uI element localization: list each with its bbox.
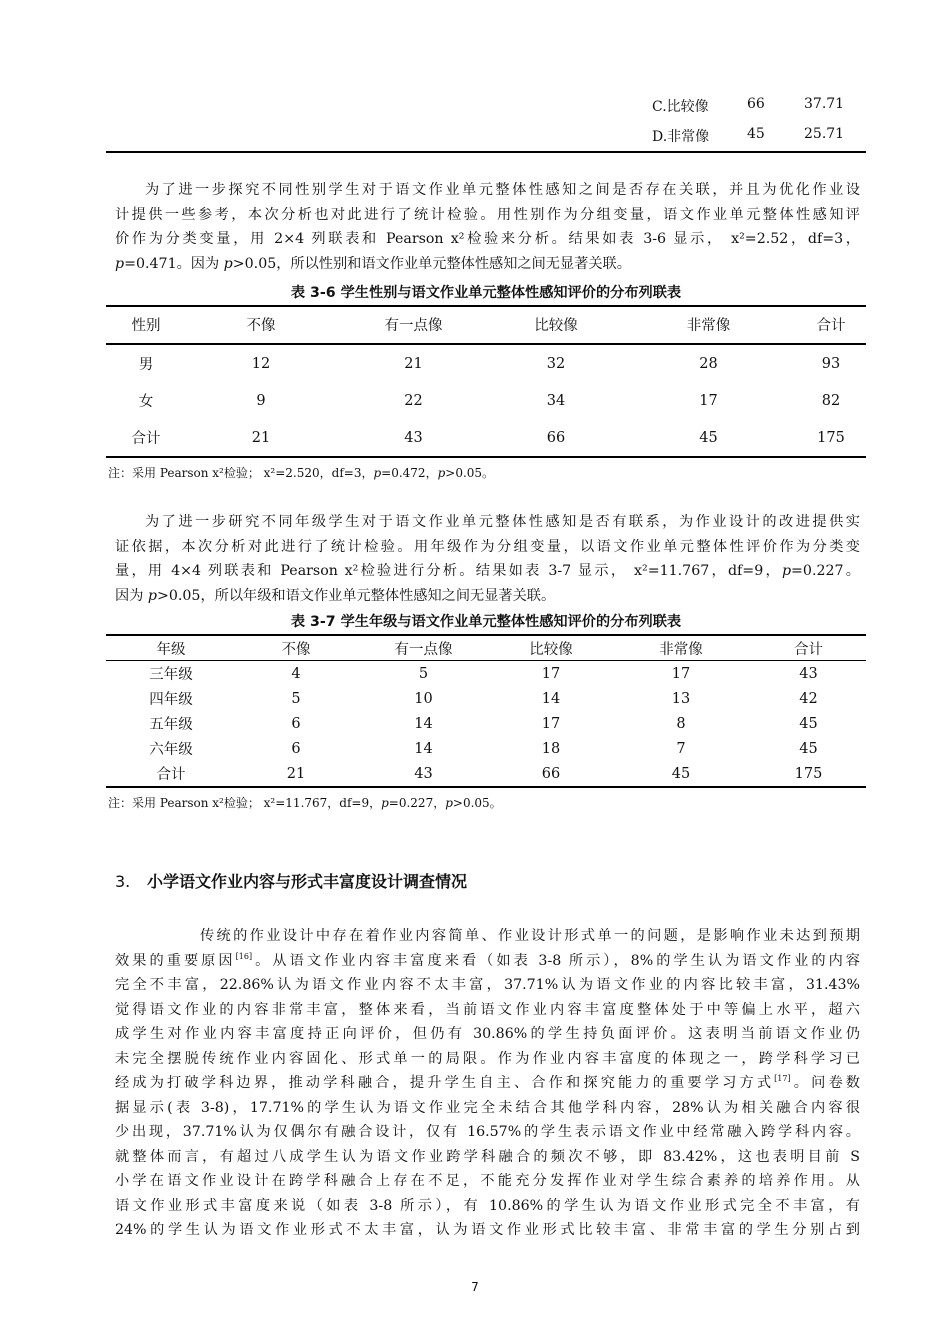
table-cell: 17 — [541, 665, 561, 682]
para-line: 证依据，本次分析对此进行了统计检验。用年级作为分组变量，以语文作业单元整体性评价作为分类变 — [115, 538, 860, 555]
table-cell: 9 — [256, 392, 266, 409]
table-header-row — [106, 306, 866, 343]
table-cell: 32 — [546, 355, 566, 372]
table-cell: 22 — [404, 392, 423, 409]
table-cell: 三年级 — [149, 667, 193, 683]
para-line: 为了进一步探究不同性别学生对于语文作业单元整体性感知之间是否存在关联，并且为优化作业设 — [145, 182, 860, 198]
table-header: 比较像 — [529, 641, 573, 658]
table-cell: 17 — [541, 715, 561, 732]
paragraph-richness-analysis — [115, 924, 860, 1243]
para-line: 就整体而言，有超过八成学生认为语文作业跨学科融合的频次不够，即 83.42%，这也表明目前 S — [115, 1148, 860, 1165]
section-title: 小学语文作业内容与形式丰富度设计调查情况 — [147, 872, 468, 891]
para-line: 因为 p>0.05，所以年级和语文作业单元整体性感知之间无显著关联。 — [115, 587, 556, 604]
table-row — [106, 419, 866, 456]
table-cell: 合计 — [131, 431, 161, 447]
para-line: 觉得语文作业的内容非常丰富，整体来看，当前语文作业内容丰富度整体处于中等偏上水平，超六 — [115, 1001, 860, 1018]
table-3-7-bottom-rule — [106, 786, 866, 788]
prev-table-row — [560, 92, 860, 120]
table-cell: 45 — [799, 740, 818, 757]
table-cell: 5 — [291, 690, 301, 707]
table-cell: 六年级 — [149, 742, 193, 758]
table-header: 不像 — [281, 641, 311, 658]
table-3-7-note: 注：采用 Pearson x²检验； x²=11.767，df=9，p=0.227，p>0.05。 — [108, 796, 502, 810]
para-line: 少出现，37.71%认为仅偶尔有融合设计，仅有 16.57%的学生表示语文作业中经常融入跨学科内容。 — [115, 1124, 860, 1140]
table-header: 非常像 — [686, 318, 731, 334]
para-line: 传统的作业设计中存在着作业内容简单、作业设计形式单一的问题，是影响作业未达到预期 — [200, 928, 860, 944]
table-cell: 21 — [251, 429, 271, 446]
table-cell: 66 — [541, 765, 561, 782]
table-cell: 42 — [799, 690, 818, 707]
para-line: 价作为分类变量，用 2×4 列联表和 Pearson x²检验来分析。结果如表 3-6 显示， x²=2.52，df=3， — [115, 231, 860, 247]
table-row — [106, 686, 866, 711]
table-row — [106, 661, 866, 686]
table-cell: 66 — [546, 429, 566, 446]
table-cell: 男 — [138, 357, 154, 373]
table-3-6 — [106, 306, 866, 456]
para-line: 量，用 4×4 列联表和 Pearson x²检验进行分析。结果如表 3-7 显示， x²=11.767，df=9，p=0.227。 — [115, 563, 860, 579]
table-cell: 四年级 — [149, 692, 193, 708]
para-line: 完全不丰富，22.86%认为语文作业内容不太丰富，37.71%认为语文作业的内容比较丰富，31.43% — [115, 977, 860, 993]
table-cell: 13 — [671, 690, 691, 707]
table-3-6-note: 注：采用 Pearson x²检验； x²=2.520，df=3，p=0.472，p>0.05。 — [108, 466, 495, 480]
table-header: 有一点像 — [394, 641, 453, 658]
prev-table-row — [560, 122, 860, 150]
table-header: 有一点像 — [384, 318, 443, 334]
para-line: p=0.471。因为 p>0.05，所以性别和语文作业单元整体性感知之间无显著关联。 — [115, 255, 631, 272]
table-cell: 43 — [404, 429, 423, 446]
prev-table-bottom-rule — [106, 151, 866, 153]
table-row — [106, 345, 866, 382]
table-cell: 28 — [699, 355, 718, 372]
table-3-6-caption: 表 3-6 学生性别与语文作业单元整体性感知评价的分布列联表 — [290, 285, 682, 301]
table-cell: 18 — [541, 740, 561, 757]
table-cell: 175 — [794, 765, 823, 782]
para-line: 语文作业形式丰富度来说（如表 3-8 所示），有 10.86%的学生认为语文作业形式完全不丰富，有 — [115, 1197, 860, 1214]
table-cell: 14 — [414, 740, 433, 757]
table-cell: 82 — [821, 392, 841, 409]
section-number: 3. — [115, 872, 131, 891]
table-cell: 5 — [418, 665, 429, 682]
table-cell: 7 — [676, 740, 686, 757]
table-header: 非常像 — [659, 641, 703, 658]
table-cell: 17 — [671, 665, 691, 682]
table-cell: 10 — [414, 690, 433, 707]
page-number: 7 — [471, 1280, 479, 1294]
table-row — [106, 761, 866, 786]
table-row — [106, 711, 866, 736]
para-line: 24%的学生认为语文作业形式不太丰富，认为语文作业形式比较丰富、非常丰富的学生分别占到 — [115, 1222, 860, 1238]
table-cell: 45 — [699, 429, 718, 446]
table-header: 合计 — [794, 641, 823, 658]
table-cell: 14 — [541, 690, 561, 707]
table-header: 性别 — [131, 318, 161, 334]
table-header: 年级 — [156, 641, 186, 658]
table-row — [106, 382, 866, 419]
table-cell: 17 — [699, 392, 718, 409]
table-header: 比较像 — [534, 318, 578, 334]
table-cell: 4 — [291, 665, 301, 682]
table-cell: 45 — [799, 715, 818, 732]
table-header: 不像 — [246, 318, 276, 334]
prev-table-label: C.比较像 — [652, 99, 709, 115]
table-cell: 21 — [286, 765, 306, 782]
para-line: 计提供一些参考，本次分析也对此进行了统计检验。用性别作为分组变量，语文作业单元整体性感知评 — [115, 206, 860, 223]
para-line: 据显示(表 3-8)，17.71%的学生认为语文作业完全未结合其他学科内容，28%认为相关融合内容很 — [115, 1099, 860, 1116]
table-cell: 合计 — [156, 767, 186, 783]
para-line: 未完全摆脱传统作业内容固化、形式单一的局限。作为作业内容丰富度的体现之一，跨学科学习已 — [115, 1050, 860, 1067]
table-cell: 43 — [799, 665, 818, 682]
prev-table-label: D.非常像 — [652, 129, 710, 145]
prev-table-pct: 25.71 — [804, 126, 845, 142]
para-line: 成学生对作业内容丰富度持正向评价，但仍有 30.86%的学生持负面评价。这表明当前语文作业仍 — [115, 1026, 860, 1042]
table-3-7 — [106, 636, 866, 786]
table-header: 合计 — [816, 318, 846, 334]
para-line: 小学在语文作业设计在跨学科融合上存在不足，不能充分发挥作业对学生综合素养的培养作用。从 — [115, 1173, 860, 1189]
table-cell: 12 — [251, 355, 271, 372]
para-line: 经成为打破学科边界，推动学科融合，提升学生自主、合作和探究能力的重要学习方式[17]。问卷数 — [115, 1074, 860, 1091]
table-cell: 五年级 — [149, 717, 193, 733]
table-cell: 6 — [291, 740, 301, 757]
table-cell: 45 — [671, 765, 691, 782]
table-row — [106, 736, 866, 761]
prev-table-count: 45 — [747, 126, 765, 142]
table-cell: 21 — [404, 355, 423, 372]
table-cell: 女 — [138, 394, 154, 410]
section-heading — [115, 869, 467, 892]
table-header-row — [106, 636, 866, 660]
table-cell: 8 — [676, 715, 686, 732]
prev-table-count: 66 — [747, 96, 765, 112]
table-cell: 43 — [414, 765, 433, 782]
table-3-6-bottom-rule — [106, 456, 866, 458]
table-cell: 93 — [821, 355, 841, 372]
para-line: 为了进一步研究不同年级学生对于语文作业单元整体性感知是否有联系，为作业设计的改进提供实 — [145, 514, 860, 530]
para-line: 效果的重要原因[16]。从语文作业内容丰富度来看（如表 3-8 所示），8%的学生认为语文作业的内容 — [115, 951, 860, 969]
table-cell: 34 — [546, 392, 566, 409]
paragraph-grade-analysis — [115, 510, 860, 608]
table-cell: 175 — [817, 429, 845, 446]
table-3-7-caption: 表 3-7 学生年级与语文作业单元整体性感知评价的分布列联表 — [290, 614, 682, 630]
table-cell: 14 — [414, 715, 433, 732]
prev-table-pct: 37.71 — [804, 96, 845, 112]
paragraph-gender-analysis — [115, 178, 860, 276]
table-cell: 6 — [291, 715, 301, 732]
